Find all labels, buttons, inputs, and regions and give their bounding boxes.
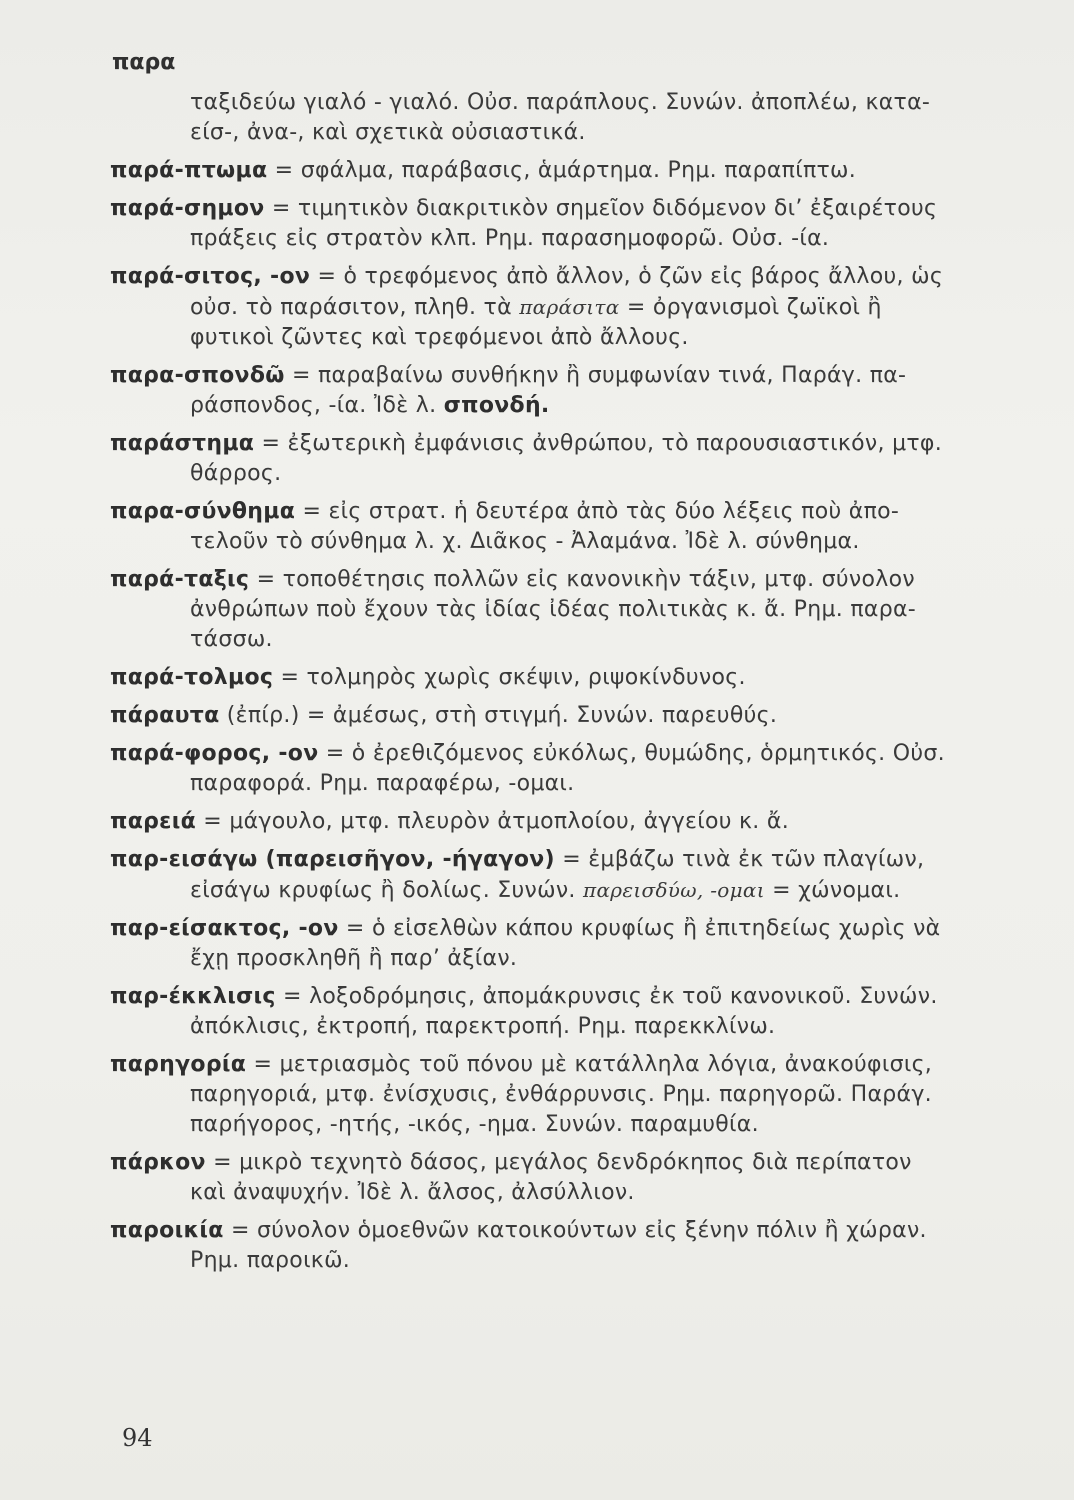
dictionary-entry [110,88,1070,148]
entry-line [110,807,1070,837]
entry-headword: παράστημα [110,431,255,456]
entry-definition: εἰσάγω κρυφίως ἢ δολίως. Συνών. [190,878,584,903]
entry-headword: παρά-σιτος, -ον [110,264,311,289]
entry-line [110,194,1070,224]
entry-line [110,497,1070,527]
entry-headword: παρά-σημον [110,196,265,221]
entry-definition: = χώνομαι. [764,878,901,903]
entry-italic-term: παράσιτα [519,295,620,319]
entry-definition: = τοποθέτησις πολλῶν εἰς κανονικὴν τάξιν, μτφ. σύνολον [249,567,915,592]
entry-headword: παρά-ταξις [110,567,250,592]
entry-definition: = σύνολον ὁμοεθνῶν κατοικούντων εἰς ξένην πόλιν ἢ χώραν. [223,1218,927,1243]
entry-italic-term: παρεισδύω, -ομαι [583,878,765,902]
entry-headword: παρα-σπονδῶ [110,363,285,388]
entry-headword: παροικία [110,1218,224,1243]
entry-definition: ράσπονδος, -ία. Ἰδὲ λ. [190,393,444,418]
entry-definition: = ὀργανισμοὶ ζωϊκοὶ ἢ [619,295,882,320]
entry-line: τελοῦν τὸ σύνθημα λ. χ. Διᾶκος - Ἀλαμάνα. Ἰδὲ λ. σύνθημα. [190,529,860,554]
dictionary-entry [110,739,1070,799]
entry-line [110,701,1070,731]
entry-headword: παρειά [110,809,196,834]
entry-definition: οὐσ. τὸ παράσιτον, πληθ. τὰ [190,295,520,320]
entry-headword: παρ-εισάγω (παρεισῆγον, -ήγαγον) [110,847,555,872]
entry-cross-reference: σπονδή. [443,393,550,418]
entry-line: παραφορά. Ρημ. παραφέρω, -ομαι. [190,771,575,796]
entry-line [110,429,1070,459]
dictionary-entry [110,565,1070,655]
entry-line: ἔχῃ προσκληθῆ ἢ παρ’ ἀξίαν. [190,946,518,971]
entry-line [110,914,1070,944]
dictionary-entry [110,914,1070,974]
entry-line [110,982,1070,1012]
dictionary-entry [110,845,1070,906]
entry-definition: = ἐμβάζω τινὰ ἐκ τῶν πλαγίων, [554,847,925,872]
entry-definition: = μετριασμὸς τοῦ πόνου μὲ κατάλληλα λόγια, ἀνακούφισις, [246,1052,933,1077]
entry-definition: = τολμηρὸς χωρὶς σκέψιν, ριψοκίνδυνος. [273,665,746,690]
entry-line [110,156,1070,186]
entry-headword: παρ-έκκλισις [110,984,276,1009]
entry-headword: παρά-πτωμα [110,158,268,183]
dictionary-entry [110,663,1070,693]
entry-line: φυτικοὶ ζῶντες καὶ τρεφόμενοι ἀπὸ ἄλλους. [190,325,689,350]
entry-line [110,565,1070,595]
entry-definition: = μικρὸ τεχνητὸ δάσος, μεγάλος δενδρόκηπος διὰ περίπατον [205,1150,912,1175]
entry-line [110,292,1070,323]
entry-line [110,1216,1070,1246]
entry-line [110,845,1070,875]
entry-headword: παρά-φορος, -ον [110,741,319,766]
entry-line [110,663,1070,693]
dictionary-entry [110,429,1070,489]
dictionary-entry [110,701,1070,731]
entry-definition: (ἐπίρ.) = ἀμέσως, στὴ στιγμή. Συνών. παρευθύς. [219,703,778,728]
dictionary-entry [110,361,1070,421]
entry-definition: = λοξοδρόμησις, ἀπομάκρυνσις ἐκ τοῦ κανονικοῦ. Συνών. [275,984,938,1009]
entry-definition: = ὁ ἐρεθιζόμενος εὐκόλως, θυμώδης, ὁρμητικός. Οὐσ. [318,741,945,766]
entry-definition: = μάγουλο, μτφ. πλευρὸν ἀτμοπλοίου, ἀγγείου κ. ἄ. [196,809,789,834]
dictionary-entry [110,262,1070,353]
entry-line: τάσσω. [190,627,273,652]
page-number: 94 [122,1424,153,1452]
entry-line: είσ-, ἀνα-, καὶ σχετικὰ οὐσιαστικά. [190,120,586,145]
entry-line: πράξεις εἰς στρατὸν κλπ. Ρημ. παρασημοφορῶ. Οὐσ. -ία. [190,226,830,251]
dictionary-entry [110,1148,1070,1208]
entry-line: Ρημ. παροικῶ. [190,1248,351,1273]
entry-headword: παρά-τολμος [110,665,274,690]
entry-line: παρήγορος, -ητής, -ικός, -ημα. Συνών. παραμυθία. [190,1112,759,1137]
entry-definition: = ὁ τρεφόμενος ἀπὸ ἄλλον, ὁ ζῶν εἰς βάρος ἄλλου, ὡς [310,264,944,289]
dictionary-entry [110,982,1070,1042]
dictionary-entry [110,1216,1070,1276]
entry-line: καὶ ἀναψυχήν. Ἰδὲ λ. ἄλσος, ἀλσύλλιον. [190,1180,635,1205]
entry-definition: = σφάλμα, παράβασις, ἁμάρτημα. Ρημ. παραπίπτω. [267,158,857,183]
entry-line [110,361,1070,391]
entry-line [110,1148,1070,1178]
dictionary-entry [110,1050,1070,1140]
entry-headword: πάραυτα [110,703,220,728]
dictionary-entry [110,497,1070,557]
entry-line [110,1050,1070,1080]
entry-line [110,875,1070,906]
entry-line [110,391,1070,421]
entry-headword: παρ-είσακτος, -ον [110,916,339,941]
entry-definition: = εἰς στρατ. ἡ δευτέρα ἀπὸ τὰς δύο λέξεις ποὺ ἀπο- [295,499,900,524]
entry-headword: παρα-σύνθημα [110,499,296,524]
dictionary-entries [110,88,1070,1284]
dictionary-entry [110,194,1070,254]
entry-line: παρηγοριά, μτφ. ἐνίσχυσις, ἐνθάρρυνσις. Ρημ. παρηγορῶ. Παράγ. [190,1082,932,1107]
running-header-word: παρα [112,50,176,75]
entry-line: θάρρος. [190,461,282,486]
dictionary-entry [110,807,1070,837]
entry-line: ἀπόκλισις, ἐκτροπή, παρεκτροπή. Ρημ. παρεκκλίνω. [190,1014,776,1039]
entry-headword: παρηγορία [110,1052,247,1077]
entry-definition: = ἐξωτερικὴ ἐμφάνισις ἀνθρώπου, τὸ παρουσιαστικόν, μτφ. [254,431,943,456]
entry-line: ἀνθρώπων ποὺ ἔχουν τὰς ἰδίας ἰδέας πολιτικὰς κ. ἄ. Ρημ. παρα- [190,597,917,622]
entry-headword: πάρκον [110,1150,206,1175]
entry-definition: = τιμητικὸν διακριτικὸν σημεῖον διδόμενον δι’ ἐξαιρέτους [264,196,938,221]
entry-definition: = ὁ εἰσελθὼν κάπου κρυφίως ἢ ἐπιτηδείως χωρὶς νὰ [338,916,941,941]
dictionary-entry [110,156,1070,186]
entry-line [110,739,1070,769]
entry-definition: = παραβαίνω συνθήκην ἢ συμφωνίαν τινά, Παράγ. πα- [284,363,907,388]
entry-line: ταξιδεύω γιαλό - γιαλό. Οὐσ. παράπλους. Συνών. ἀποπλέω, κατα- [190,90,931,115]
entry-line [110,262,1070,292]
